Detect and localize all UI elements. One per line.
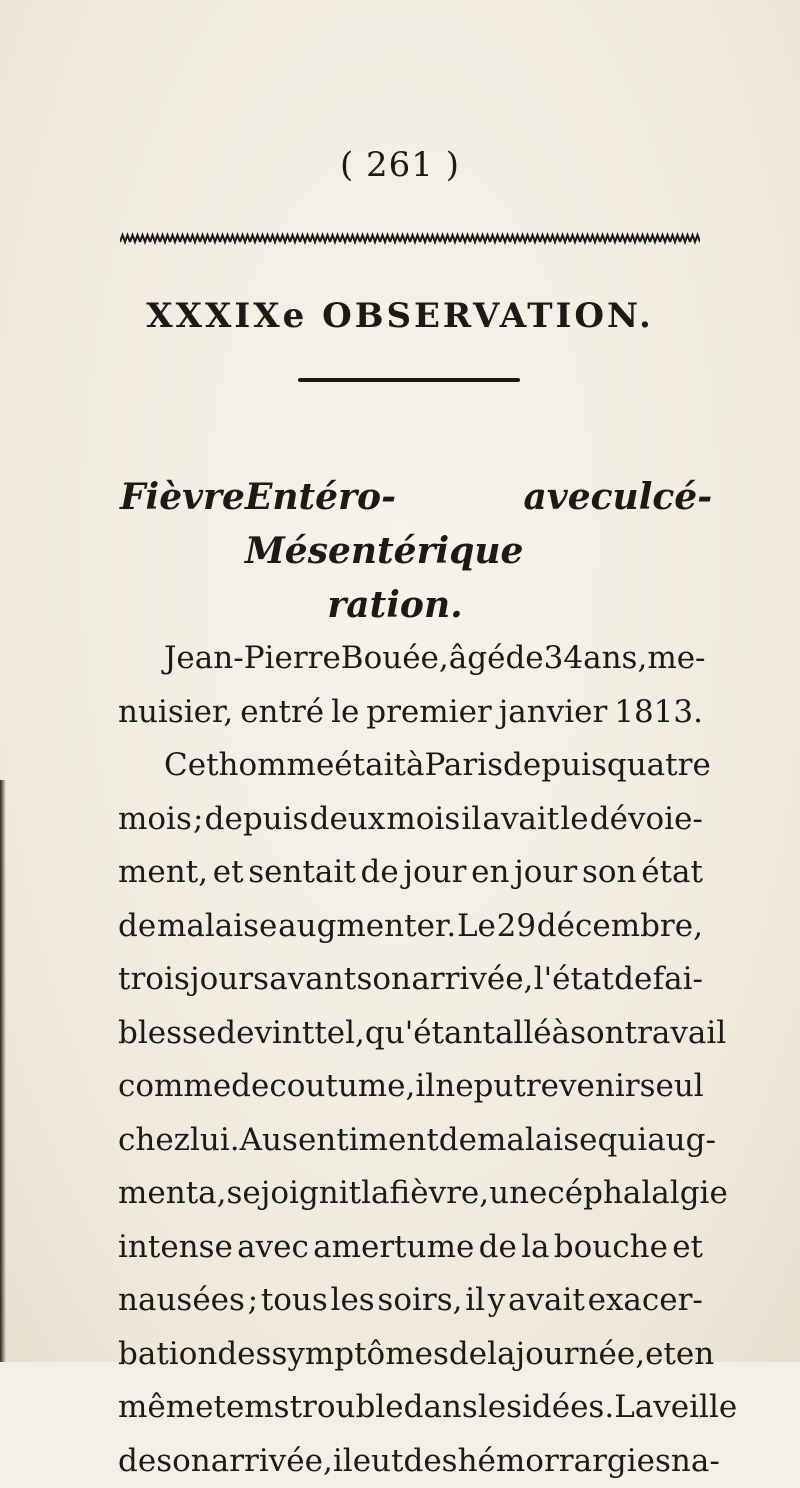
observation-subtitle [120,470,700,632]
text-line: même tems trouble dans les idées. La veille [118,1381,703,1435]
text-line: menta, se joignit la fièvre, une céphalalgie [118,1167,703,1221]
text-line: de son arrivée, il eut des hémorrargies na- [118,1435,703,1488]
text-line: mois ; depuis deux mois il avait le dévoie- [118,793,703,847]
text-line: bation des symptômes de la journée, et en [118,1328,703,1382]
text-line: trois jours avant son arrivée, l'état de fai- [118,953,703,1007]
text-line: chez lui. Au sentiment de malaise qui aug- [118,1114,703,1168]
observation-title: XXXIXe OBSERVATION. [0,296,800,336]
subtitle-word: ulcé- [613,470,713,578]
text-line: de malaise augmenter. Le 29 décembre, [118,900,703,954]
text-line: Cet homme était à Paris depuis quatre [118,739,703,793]
text-line: blesse devint tel, qu'étant allé à son travail [118,1007,703,1061]
subtitle-line-1 [120,470,700,578]
subtitle-word: avec [523,470,612,578]
subtitle-word: Fièvre [120,470,245,578]
section-rule [298,378,520,382]
subtitle-line-2: ration. [120,578,700,632]
text-line: Jean-Pierre Bouée, âgé de 34 ans, me- [118,632,703,686]
text-line: intense avec amertume de la bouche et [118,1221,703,1275]
text-line: nuisier, entré le premier janvier 1813. [118,686,703,740]
observation-body [118,632,703,1488]
text-line: comme de coutume, il ne put revenir seul [118,1060,703,1114]
decorative-border-ornament [120,232,700,246]
page-number: ( 261 ) [0,145,800,185]
text-line: nausées ; tous les soirs, il y avait exacer- [118,1274,703,1328]
subtitle-word: Entéro-Mésentérique [245,470,524,578]
binding-shadow [0,780,6,1362]
text-line: ment, et sentait de jour en jour son état [118,846,703,900]
